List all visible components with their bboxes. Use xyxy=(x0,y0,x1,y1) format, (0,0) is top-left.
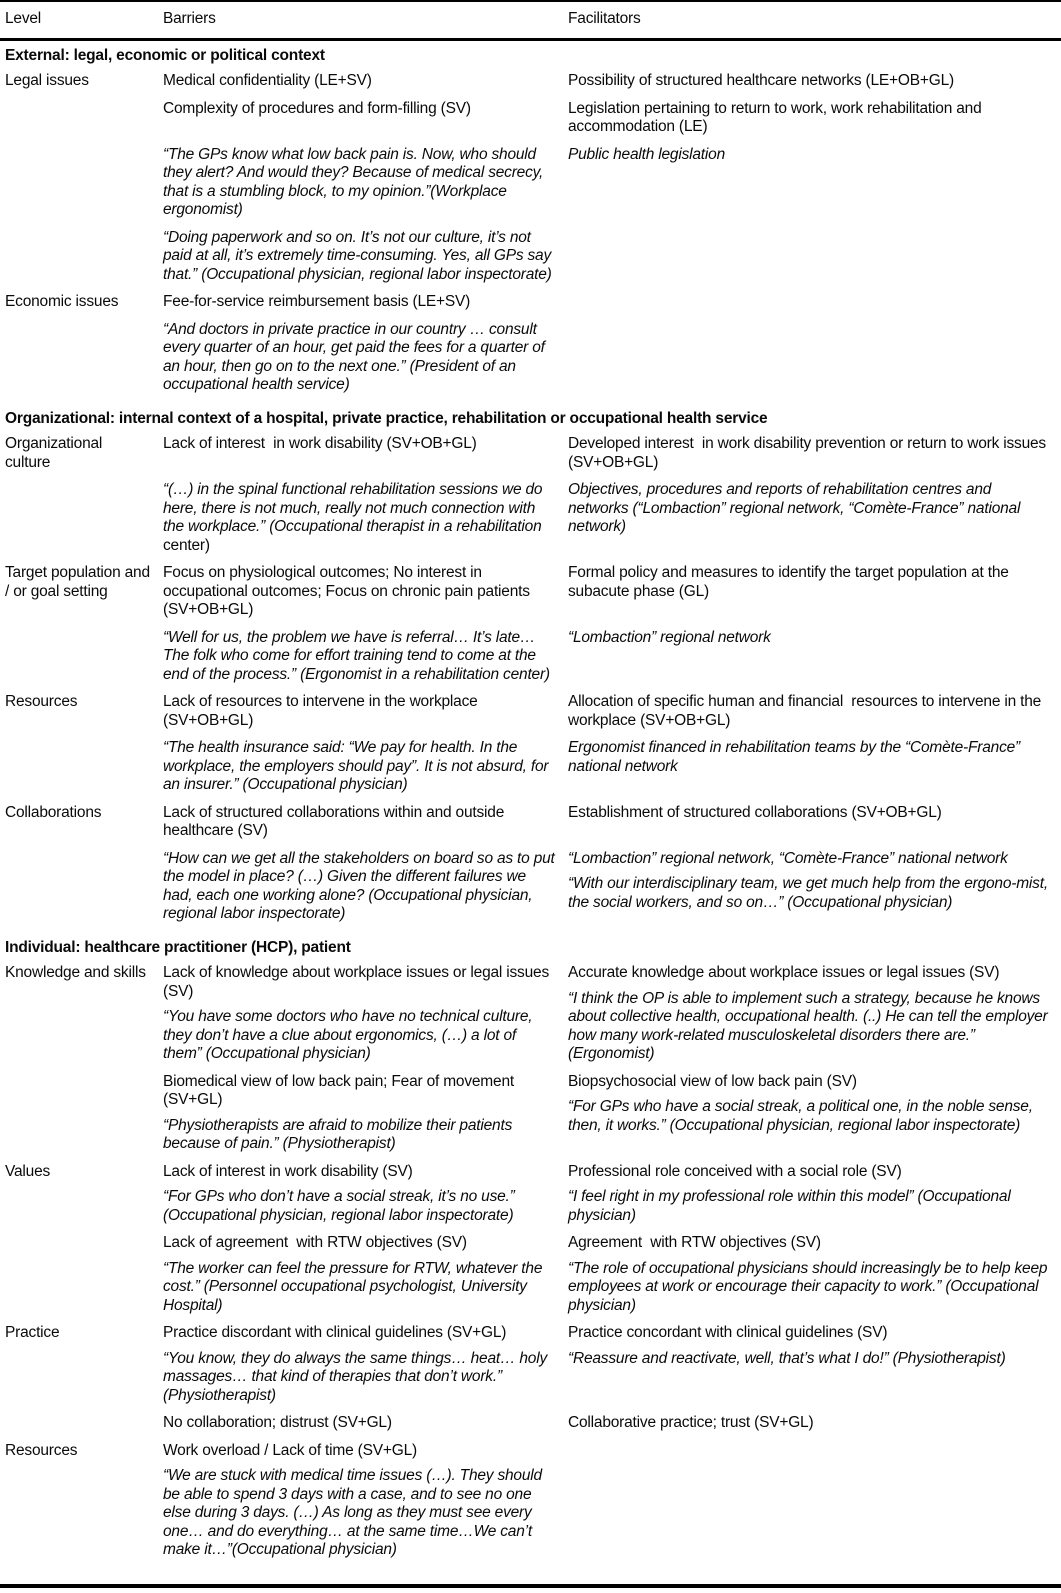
barriers-cell xyxy=(163,321,568,395)
barriers-cell xyxy=(163,100,568,137)
facilitator-quote-paragraph xyxy=(568,629,1052,648)
table-row xyxy=(0,435,1061,472)
facilitator-statement-paragraph xyxy=(568,1163,1052,1182)
level-cell xyxy=(5,229,163,285)
level-cell xyxy=(5,564,163,620)
facilitator-text: Public health legislation xyxy=(568,145,725,163)
barrier-statement-paragraph xyxy=(163,1163,556,1182)
level-label: Legal issues xyxy=(5,72,89,89)
table-row xyxy=(0,1442,1061,1560)
facilitators-cell xyxy=(568,564,1056,620)
barrier-statement-paragraph xyxy=(163,1442,556,1461)
barrier-quote-paragraph xyxy=(163,1117,556,1154)
barrier-statement-paragraph xyxy=(163,1414,556,1433)
facilitator-text: Collaborative practice; trust (SV+GL) xyxy=(568,1414,814,1431)
barrier-quote-paragraph xyxy=(163,146,556,220)
level-label: Collaborations xyxy=(5,803,102,821)
level-cell xyxy=(5,693,163,730)
level-cell xyxy=(5,321,163,395)
table-row xyxy=(0,229,1061,285)
barriers-cell xyxy=(163,1442,568,1560)
barrier-text: “The health insurance said: “We pay for health. In the workplace, the employers should pay”. It is not absurd, for an insurer.” (Occupational physician) xyxy=(163,739,553,793)
table-row xyxy=(0,1414,1061,1433)
facilitator-text: “For GPs who have a social streak, a political one, in the noble sense, then, it works.” (Occupational physician, regional labor inspectorate) xyxy=(568,1098,1037,1134)
facilitator-text: Agreement with RTW objectives (SV) xyxy=(568,1234,821,1251)
table-row xyxy=(0,481,1061,555)
barrier-statement-paragraph xyxy=(163,693,556,730)
facilitator-statement-paragraph xyxy=(568,72,1052,91)
barrier-statement-paragraph xyxy=(163,435,556,454)
facilitators-cell xyxy=(568,481,1056,555)
facilitators-cell xyxy=(568,293,1056,312)
level-cell xyxy=(5,1324,163,1405)
table-bottom-rule xyxy=(0,1584,1061,1588)
facilitator-text: Objectives, procedures and reports of rehabilitation centres and networks (“Lombaction” regional network, “Comète-France” national network) xyxy=(568,481,1025,535)
table-row xyxy=(0,1073,1061,1154)
barrier-statement-paragraph xyxy=(163,1073,556,1110)
barrier-text: Practice discordant with clinical guidelines (SV+GL) xyxy=(163,1324,507,1341)
section-title: External: legal, economic or political context xyxy=(5,46,325,64)
facilitators-cell xyxy=(568,693,1056,730)
barrier-text: “For GPs who don’t have a social streak, it’s no use.” (Occupational physician, regional labor inspectorate) xyxy=(163,1188,519,1224)
barrier-text: “And doctors in private practice in our country … consult every quarter of an hour, get paid the fees for a quarter of an hour, then go on to the next one.” (President of an occupational health service) xyxy=(163,320,549,393)
barriers-cell xyxy=(163,146,568,220)
barrier-text: “The worker can feel the pressure for RTW, whatever the cost.” (Personnel occupational psychologist, University Hospital) xyxy=(163,1259,547,1314)
facilitator-quote-paragraph xyxy=(568,146,1052,165)
facilitators-cell xyxy=(568,1073,1056,1154)
facilitator-text: Ergonomist financed in rehabilitation teams by the “Comète-France” national network xyxy=(568,739,1025,775)
table-row xyxy=(0,693,1061,730)
facilitator-text: “Lombaction” regional network xyxy=(568,628,771,646)
facilitator-quote-paragraph xyxy=(568,875,1052,912)
barrier-quote-paragraph xyxy=(163,229,556,285)
barrier-quote-paragraph xyxy=(163,1008,556,1064)
barrier-statement-paragraph xyxy=(163,1234,556,1253)
level-label: Resources xyxy=(5,1441,78,1459)
barrier-text: Lack of interest in work disability (SV+OB+GL) xyxy=(163,435,477,452)
table-row xyxy=(0,293,1061,312)
barriers-cell xyxy=(163,804,568,841)
barriers-cell xyxy=(163,1163,568,1226)
facilitator-statement-paragraph xyxy=(568,804,1052,823)
level-cell xyxy=(5,146,163,220)
table-row xyxy=(0,739,1061,795)
level-cell xyxy=(5,739,163,795)
facilitators-cell xyxy=(568,72,1056,91)
facilitator-text: Practice concordant with clinical guidelines (SV) xyxy=(568,1324,888,1341)
facilitator-text: “I feel right in my professional role within this model” (Occupational physician) xyxy=(568,1188,1015,1224)
barrier-quote-paragraph xyxy=(163,849,559,924)
barriers-cell xyxy=(163,72,568,91)
table-row xyxy=(0,564,1061,620)
barrier-quote-paragraph xyxy=(163,1188,556,1225)
facilitator-text: “Lombaction” regional network, “Comète-France” national network xyxy=(568,849,1008,867)
facilitators-cell xyxy=(568,964,1056,1064)
facilitators-cell xyxy=(568,1324,1056,1405)
table-row xyxy=(0,850,1061,924)
facilitator-quote-paragraph xyxy=(568,1188,1052,1225)
barrier-text: “How can we get all the stakeholders on board so as to put the model in place? (…) Given the different failures we had, each one working alone? (Occupational physician, regional labor inspectorate) xyxy=(163,849,559,922)
barrier-text: “You know, they do always the same things… heat… holy massages… that kind of therapies that don’t work.” (Physiotherapist) xyxy=(163,1349,552,1404)
barrier-text: “(…) in the spinal functional rehabilitation sessions we do here, there is not much, really not much connection with the workplace.” (Occupational therapist in a rehabilitation xyxy=(163,481,547,535)
barrier-text: Focus on physiological outcomes; No interest in occupational outcomes; Focus on chronic pain patients (SV+OB+GL) xyxy=(163,564,534,618)
table-row xyxy=(0,100,1061,137)
facilitator-statement-paragraph xyxy=(568,964,1052,983)
level-cell xyxy=(5,1414,163,1433)
level-label: Values xyxy=(5,1162,51,1180)
level-cell xyxy=(5,964,163,1064)
facilitators-cell xyxy=(568,1442,1056,1560)
column-header-level: Level xyxy=(5,10,42,27)
table-row xyxy=(0,146,1061,220)
facilitators-cell xyxy=(568,229,1056,285)
facilitator-statement-paragraph xyxy=(568,564,1052,601)
section-title: Individual: healthcare practitioner (HCP), patient xyxy=(5,938,351,956)
level-label: Economic issues xyxy=(5,293,119,310)
level-label: Target population and / or goal setting xyxy=(5,564,150,600)
facilitators-cell xyxy=(568,321,1056,395)
level-cell xyxy=(5,850,163,924)
level-cell xyxy=(5,72,163,91)
barrier-text: Lack of interest in work disability (SV) xyxy=(163,1162,413,1180)
facilitator-statement-paragraph xyxy=(568,1073,1052,1092)
facilitator-text: Biopsychosocial view of low back pain (SV) xyxy=(568,1072,857,1090)
facilitators-cell xyxy=(568,1234,1056,1315)
facilitator-text: Establishment of structured collaborations (SV+OB+GL) xyxy=(568,803,942,821)
section-title: Organizational: internal context of a hospital, private practice, rehabilitation or occupational health service xyxy=(5,409,768,427)
facilitators-cell xyxy=(568,435,1056,472)
column-header-facilitators: Facilitators xyxy=(568,10,641,27)
barrier-text: No collaboration; distrust (SV+GL) xyxy=(163,1414,392,1431)
barrier-text: Work overload / Lack of time (SV+GL) xyxy=(163,1441,417,1459)
barrier-statement-paragraph xyxy=(163,72,556,91)
table-row xyxy=(0,72,1061,91)
barrier-statement-paragraph xyxy=(163,964,556,1001)
facilitator-text: Allocation of specific human and financial resources to intervene in the workplace (SV+OB+GL) xyxy=(568,693,1046,729)
level-label: Knowledge and skills xyxy=(5,964,146,981)
facilitator-statement-paragraph xyxy=(568,100,1052,137)
facilitator-quote-paragraph xyxy=(568,850,1052,869)
facilitator-quote-paragraph xyxy=(568,481,1052,537)
barrier-text: Complexity of procedures and form-filling (SV) xyxy=(163,99,471,117)
facilitators-cell xyxy=(568,804,1056,841)
facilitator-text: Professional role conceived with a social role (SV) xyxy=(568,1162,902,1180)
level-label: Practice xyxy=(5,1324,60,1341)
facilitator-text: Possibility of structured healthcare networks (LE+OB+GL) xyxy=(568,72,954,89)
level-label: Resources xyxy=(5,693,78,710)
level-cell xyxy=(5,481,163,555)
table-row xyxy=(0,964,1061,1064)
barriers-cell xyxy=(163,481,568,555)
level-cell xyxy=(5,1163,163,1226)
barriers-cell xyxy=(163,693,568,730)
barriers-cell xyxy=(163,1073,568,1154)
facilitators-cell xyxy=(568,629,1056,685)
barrier-text: “The GPs know what low back pain is. Now, who should they alert? And would they? Because of medical secrecy, that is a stumbling block, to my opinion.”(Workplace ergonomist) xyxy=(163,145,548,218)
barrier-statement-paragraph xyxy=(163,100,556,119)
facilitator-text: Formal policy and measures to identify the target population at the subacute phase (GL) xyxy=(568,564,1013,600)
barriers-cell xyxy=(163,293,568,312)
facilitator-statement-paragraph xyxy=(568,1324,1052,1343)
facilitator-text: Developed interest in work disability prevention or return to work issues (SV+OB+GL) xyxy=(568,435,1051,471)
barriers-cell xyxy=(163,739,568,795)
facilitators-cell xyxy=(568,146,1056,220)
facilitator-quote-paragraph xyxy=(568,990,1052,1064)
barrier-quote-paragraph xyxy=(163,1350,556,1406)
facilitator-quote-paragraph xyxy=(568,739,1052,776)
column-header-barriers: Barriers xyxy=(163,10,216,27)
barrier-text: “We are stuck with medical time issues (…). They should be able to spend 3 days with a case, and to see no one else during 3 days. (…) As long as they must see every one… and do everything… at the same time…We can’t make it…”(Occupational physician) xyxy=(163,1467,547,1558)
barrier-text: Medical confidentiality (LE+SV) xyxy=(163,72,372,89)
table-header-row xyxy=(0,2,1061,41)
barriers-cell xyxy=(163,564,568,620)
facilitators-cell xyxy=(568,1163,1056,1226)
barrier-quote-paragraph xyxy=(163,629,556,685)
barrier-text: Biomedical view of low back pain; Fear of movement (SV+GL) xyxy=(163,1072,519,1108)
facilitator-text: Accurate knowledge about workplace issues or legal issues (SV) xyxy=(568,964,1000,981)
barrier-statement-paragraph xyxy=(163,1324,556,1343)
facilitator-statement-paragraph xyxy=(568,1414,1052,1433)
barriers-cell xyxy=(163,964,568,1064)
facilitator-quote-paragraph xyxy=(568,1098,1052,1135)
level-cell xyxy=(5,1442,163,1560)
barrier-statement-paragraph xyxy=(163,293,556,312)
barrier-text: Lack of agreement with RTW objectives (SV) xyxy=(163,1234,467,1251)
facilitators-cell xyxy=(568,1414,1056,1433)
barrier-text: “Physiotherapists are afraid to mobilize their patients because of pain.” (Physiotherapist) xyxy=(163,1116,517,1152)
barrier-quote-paragraph xyxy=(163,321,556,395)
level-cell xyxy=(5,1234,163,1315)
barriers-cell xyxy=(163,1324,568,1405)
facilitators-cell xyxy=(568,739,1056,795)
barrier-quote-paragraph xyxy=(163,1467,556,1560)
barrier-text: “You have some doctors who have no technical culture, they don’t have a clue about ergonomics, (…) a lot of them” (Occupational physician) xyxy=(163,1008,537,1062)
table-row xyxy=(0,321,1061,395)
facilitator-statement-paragraph xyxy=(568,435,1052,472)
barriers-cell xyxy=(163,1234,568,1315)
barrier-text: “Doing paperwork and so on. It’s not our culture, it’s not paid at all, it’s extremely time-consuming. Yes, all GPs say that.” (Occupational physician, regional labor inspectorate) xyxy=(163,228,556,283)
level-cell xyxy=(5,629,163,685)
level-cell xyxy=(5,293,163,312)
barriers-cell xyxy=(163,629,568,685)
facilitator-text: Legislation pertaining to return to work, work rehabilitation and accommodation (LE) xyxy=(568,99,986,135)
level-cell xyxy=(5,804,163,841)
facilitator-text: “Reassure and reactivate, well, that’s what I do!” (Physiotherapist) xyxy=(568,1349,1006,1367)
barrier-quote-paragraph xyxy=(163,481,556,555)
facilitators-cell xyxy=(568,100,1056,137)
barrier-text-roman-suffix: center) xyxy=(163,536,210,554)
table-row xyxy=(0,1324,1061,1405)
barriers-cell xyxy=(163,435,568,472)
barrier-statement-paragraph xyxy=(163,804,556,841)
barrier-text: Lack of knowledge about workplace issues or legal issues (SV) xyxy=(163,964,554,1000)
level-cell xyxy=(5,100,163,137)
level-cell xyxy=(5,1073,163,1154)
barriers-cell xyxy=(163,229,568,285)
facilitator-text: “With our interdisciplinary team, we get much help from the ergono-mist, the social workers, and so on…” (Occupational physician) xyxy=(568,875,1053,911)
facilitator-text: “The role of occupational physicians should increasingly be to help keep employees at work or encourage their capacity to work.” (Occupational physician) xyxy=(568,1259,1052,1314)
facilitator-quote-paragraph xyxy=(568,1260,1052,1316)
barriers-cell xyxy=(163,1414,568,1433)
level-label: Organizational culture xyxy=(5,435,103,471)
barrier-text: Fee-for-service reimbursement basis (LE+SV) xyxy=(163,293,471,310)
table-body xyxy=(0,41,1061,1560)
barrier-quote-paragraph xyxy=(163,739,556,795)
table-row xyxy=(0,629,1061,685)
level-cell xyxy=(5,435,163,472)
facilitator-statement-paragraph xyxy=(568,1234,1052,1253)
table-row xyxy=(0,1163,1061,1226)
facilitators-cell xyxy=(568,850,1056,924)
barrier-text: Lack of structured collaborations within and outside healthcare (SV) xyxy=(163,803,509,839)
facilitator-quote-paragraph xyxy=(568,1350,1052,1369)
facilitator-text: “I think the OP is able to implement such a strategy, because he knows about collective health, occupational health. (..) He can tell the employer how many work-related musculoskeletal disorders there are.” (Ergonomist) xyxy=(568,989,1052,1062)
barrier-text: Lack of resources to intervene in the workplace (SV+OB+GL) xyxy=(163,693,482,729)
barrier-statement-paragraph xyxy=(163,564,556,620)
barrier-quote-paragraph xyxy=(163,1260,556,1316)
table-row xyxy=(0,804,1061,841)
table-row xyxy=(0,1234,1061,1315)
barriers-cell xyxy=(163,850,568,924)
barrier-text: “Well for us, the problem we have is referral… It’s late… The folk who come for effort training tend to come at the end of the process.” (Ergonomist in a rehabilitation center) xyxy=(163,628,550,683)
facilitator-statement-paragraph xyxy=(568,693,1052,730)
